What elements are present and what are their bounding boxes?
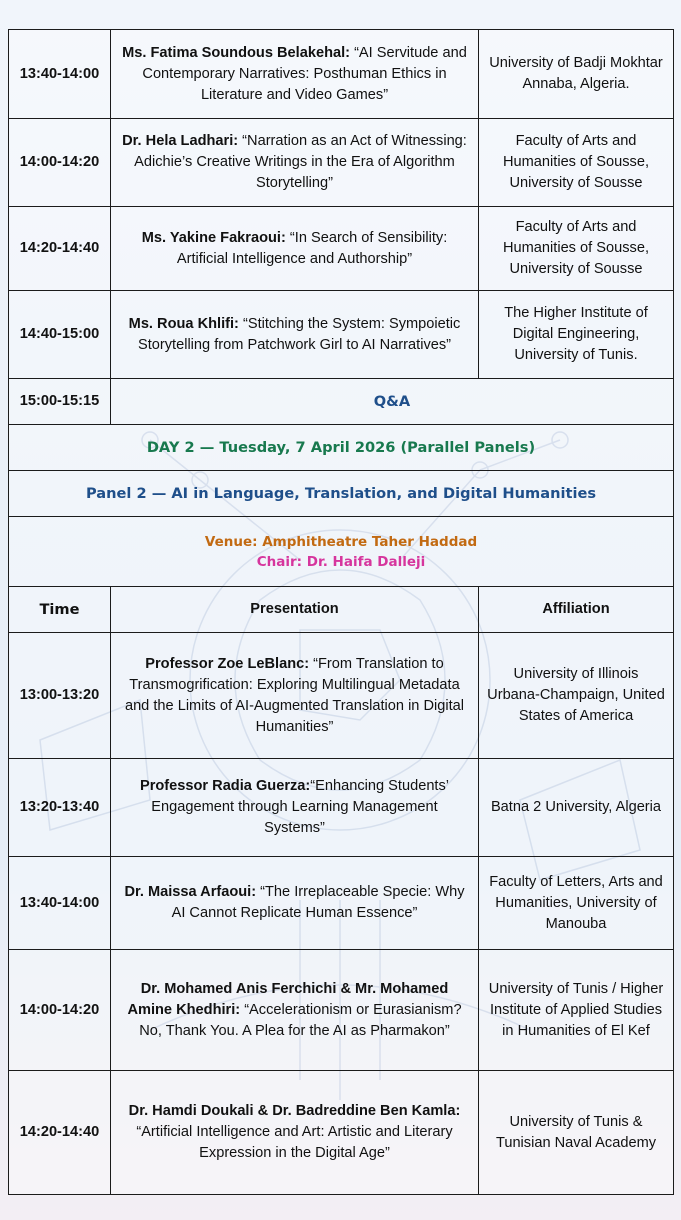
speaker-name: Ms. Fatima Soundous Belakehal: <box>122 44 351 61</box>
panel-row <box>9 471 674 517</box>
session-time: 14:20-14:40 <box>9 1071 111 1195</box>
panel-title: Panel 2 — AI in Language, Translation, and Digital Humanities <box>9 471 674 517</box>
chair-label: Chair: Dr. Haifa Dalleji <box>256 553 426 570</box>
presentation-cell <box>111 857 479 950</box>
session-time: 14:40-15:00 <box>9 291 111 379</box>
affiliation-cell: The Higher Institute of Digital Engineering, University of Tunis. <box>479 291 674 379</box>
schedule-row <box>9 633 674 759</box>
session-time: 13:00-13:20 <box>9 633 111 759</box>
presentation-cell <box>111 759 479 857</box>
presentation-cell <box>111 1071 479 1195</box>
presentation-cell <box>111 119 479 207</box>
presentation-cell <box>111 207 479 291</box>
session-time: 14:20-14:40 <box>9 207 111 291</box>
speaker-name: Dr. Hela Ladhari: <box>122 133 239 149</box>
venue-cell <box>9 517 674 587</box>
day-heading: DAY 2 — Tuesday, 7 April 2026 (Parallel Panels) <box>9 425 674 471</box>
affiliation-cell: University of Badji Mokhtar Annaba, Algeria. <box>479 30 674 119</box>
presentation-title: “AI Servitude and Contemporary Narratives: Posthuman Ethics in Literature and Video Games” <box>142 44 467 103</box>
session-time: 13:20-13:40 <box>9 759 111 857</box>
day-heading-row <box>9 425 674 471</box>
header-presentation: Presentation <box>111 587 479 633</box>
presentation-cell <box>111 633 479 759</box>
affiliation-cell: Faculty of Arts and Humanities of Sousse, University of Sousse <box>479 207 674 291</box>
presentation-title: “The Irreplaceable Specie: Why AI Cannot Replicate Human Essence” <box>171 884 465 921</box>
schedule-row <box>9 291 674 379</box>
header-time: Time <box>9 587 111 633</box>
session-time: 14:00-14:20 <box>9 950 111 1071</box>
presentation-title: “From Translation to Transmogrification: Exploring Multilingual Metadata and the Limits of AI-Augmented Translation in Digital Humanities” <box>124 655 465 735</box>
affiliation-cell: Faculty of Letters, Arts and Humanities, University of Manouba <box>479 857 674 950</box>
header-affiliation: Affiliation <box>479 587 674 633</box>
presentation-cell <box>111 291 479 379</box>
speaker-name: Ms. Roua Khlifi: <box>128 315 239 332</box>
qa-row <box>9 379 674 425</box>
qa-time: 15:00-15:15 <box>9 379 111 425</box>
speaker-name: Professor Zoe LeBlanc: <box>145 655 310 672</box>
presentation-title: “Narration as an Act of Witnessing: Adichie’s Creative Writings in the Era of Algorithm Storytelling” <box>134 133 467 191</box>
speaker-name: Dr. Mohamed Anis Ferchichi & Mr. Mohamed Amine Khedhiri: <box>127 980 449 1018</box>
speaker-name: Dr. Maissa Arfaoui: <box>124 884 257 900</box>
presentation-title: “Stitching the System: Sympoietic Storytelling from Patchwork Girl to AI Narratives” <box>137 315 461 353</box>
affiliation-cell: University of Illinois Urbana-Champaign, United States of America <box>479 633 674 759</box>
speaker-name: Ms. Yakine Fakraoui: <box>141 229 286 246</box>
schedule-table <box>8 29 674 1195</box>
presentation-title: “Accelerationism or Eurasianism? No, Thank You. A Plea for the AI as Pharmakon” <box>139 1001 462 1039</box>
presentation-title: “In Search of Sensibility: Artificial Intelligence and Authorship” <box>176 229 448 267</box>
presentation-title: “Enhancing Students’ Engagement through Learning Management Systems” <box>151 778 450 836</box>
session-time: 13:40-14:00 <box>9 30 111 119</box>
affiliation-cell: University of Tunis / Higher Institute of Applied Studies in Humanities of El Kef <box>479 950 674 1071</box>
session-time: 13:40-14:00 <box>9 857 111 950</box>
venue-row <box>9 517 674 587</box>
session-time: 14:00-14:20 <box>9 119 111 207</box>
affiliation-cell: University of Tunis & Tunisian Naval Academy <box>479 1071 674 1195</box>
schedule-row <box>9 30 674 119</box>
qa-label: Q&A <box>111 379 674 425</box>
speaker-name: Professor Radia Guerza: <box>139 778 311 794</box>
schedule-row <box>9 119 674 207</box>
schedule-row <box>9 950 674 1071</box>
speaker-name: Dr. Hamdi Doukali & Dr. Badreddine Ben Kamla: <box>128 1103 461 1119</box>
presentation-title: “Artificial Intelligence and Art: Artistic and Literary Expression in the Digital Age” <box>136 1124 453 1161</box>
schedule-row <box>9 759 674 857</box>
affiliation-cell: Batna 2 University, Algeria <box>479 759 674 857</box>
header-row <box>9 587 674 633</box>
venue-label: Venue: Amphitheatre Taher Haddad <box>204 533 478 550</box>
affiliation-cell: Faculty of Arts and Humanities of Sousse, University of Sousse <box>479 119 674 207</box>
schedule-row <box>9 207 674 291</box>
schedule-row <box>9 1071 674 1195</box>
schedule-row <box>9 857 674 950</box>
presentation-cell <box>111 950 479 1071</box>
presentation-cell <box>111 30 479 119</box>
